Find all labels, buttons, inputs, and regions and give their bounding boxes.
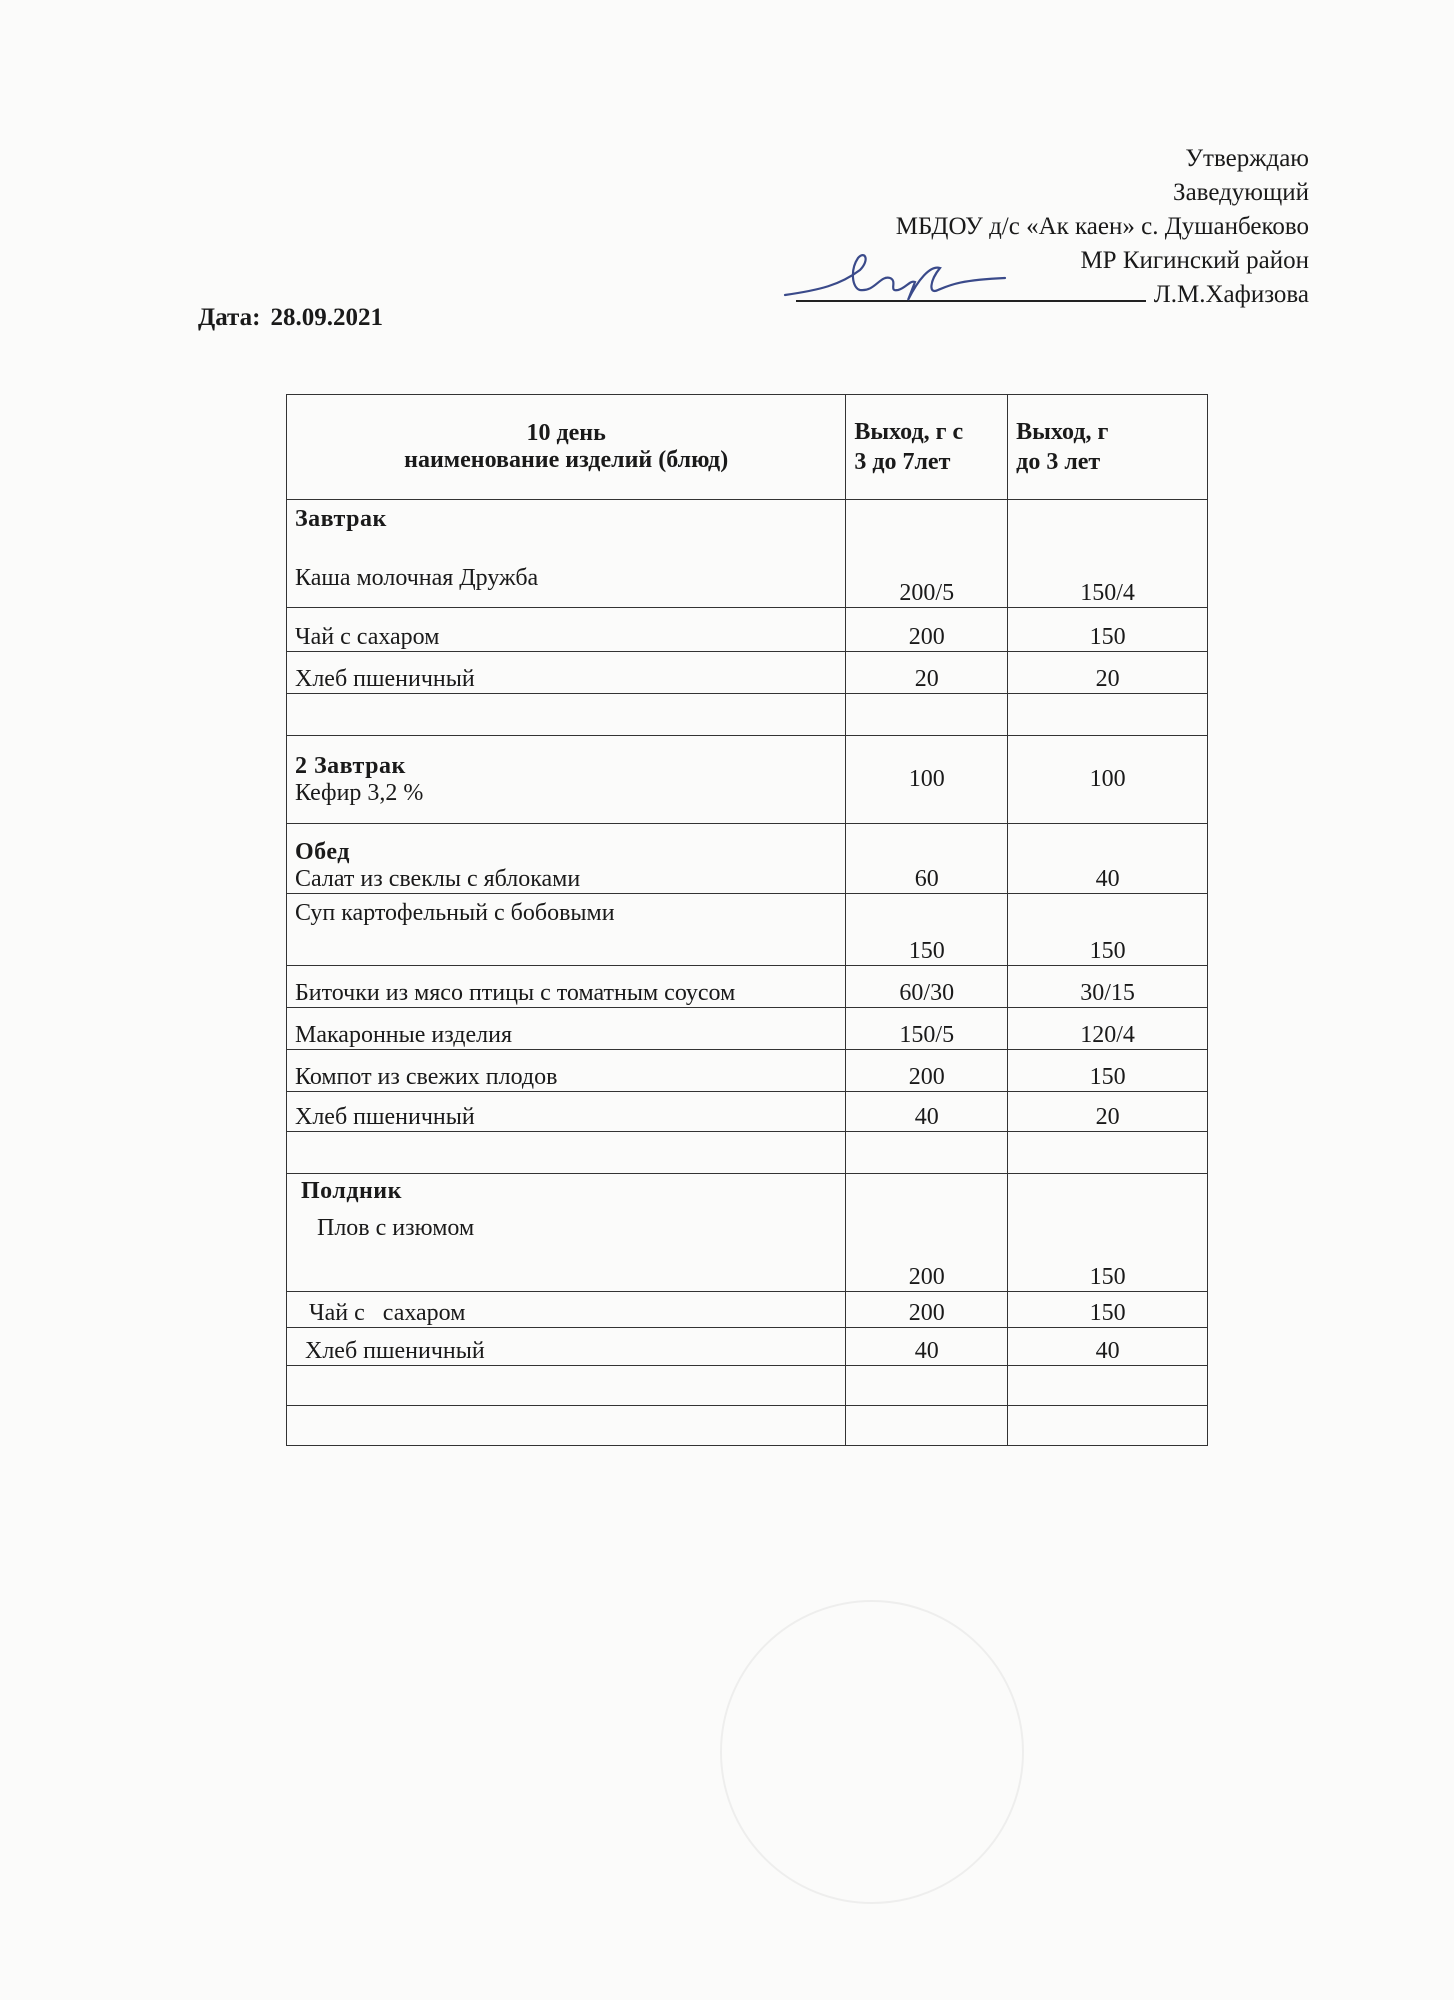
table-row-empty <box>287 1366 1208 1406</box>
handwritten-signature <box>780 240 1010 310</box>
dish-name: Компот из свежих плодов <box>287 1050 846 1092</box>
header-name-column <box>287 395 846 500</box>
output-under-3: 120/4 <box>1008 1008 1208 1050</box>
output-3-7: 40 <box>846 1092 1008 1132</box>
table-row <box>287 966 1208 1008</box>
table-row <box>287 1292 1208 1328</box>
table-row-empty <box>287 1406 1208 1446</box>
table-row <box>287 1050 1208 1092</box>
output-3-7: 100 <box>846 736 1008 824</box>
dish-name: Макаронные изделия <box>287 1008 846 1050</box>
output-under-3: 100 <box>1008 736 1208 824</box>
dish-name: Салат из свеклы с яблоками <box>295 866 581 892</box>
meal-title-lunch: Обед <box>295 839 350 865</box>
output-under-3: 20 <box>1008 1092 1208 1132</box>
output-3-7: 150 <box>846 894 1008 966</box>
output-under-3: 150/4 <box>1008 500 1208 608</box>
table-row <box>287 608 1208 652</box>
dish-name: Хлеб пшеничный <box>287 652 846 694</box>
output-under-3: 20 <box>1008 652 1208 694</box>
approval-title: Утверждаю <box>1185 145 1309 172</box>
output-under-3: 150 <box>1008 1292 1208 1328</box>
dish-name: Хлеб пшеничный <box>287 1328 846 1366</box>
document-date <box>198 304 393 332</box>
output-under-3: 150 <box>1008 608 1208 652</box>
dish-name: Кефир 3,2 % <box>295 779 424 806</box>
menu-table <box>286 394 1208 1446</box>
output-under-3: 40 <box>1008 824 1208 894</box>
output-3-7: 200/5 <box>846 500 1008 608</box>
table-row <box>287 652 1208 694</box>
dish-name: Хлеб пшеничный <box>287 1092 846 1132</box>
dish-name: Чай с сахаром <box>287 1292 846 1328</box>
approval-signatory: Л.М.Хафизова <box>1153 281 1309 308</box>
output-3-7: 40 <box>846 1328 1008 1366</box>
header-day: 10 день <box>526 420 606 446</box>
table-row <box>287 1174 1208 1292</box>
output-3-7: 200 <box>846 608 1008 652</box>
dish-name: Чай с сахаром <box>287 608 846 652</box>
output-3-7: 150/5 <box>846 1008 1008 1050</box>
date-label: Дата: <box>198 304 261 331</box>
header-output-under-3-line1: Выход, г <box>1016 419 1109 445</box>
table-row <box>287 1092 1208 1132</box>
meal-title-afternoon-snack: Полдник <box>301 1178 402 1204</box>
table-row-empty <box>287 1132 1208 1174</box>
approval-position: Заведующий <box>1173 179 1309 206</box>
dish-name: Каша молочная Дружба <box>295 565 539 591</box>
table-header-row <box>287 395 1208 500</box>
table-row <box>287 1328 1208 1366</box>
header-output-under-3-line2: до 3 лет <box>1016 449 1101 475</box>
output-3-7: 200 <box>846 1292 1008 1328</box>
approval-organization: МБДОУ д/с «Ак каен» с. Душанбеково <box>895 213 1309 240</box>
output-under-3: 150 <box>1008 1174 1208 1292</box>
dish-name: Биточки из мясо птицы с томатным соусом <box>287 966 846 1008</box>
output-under-3: 30/15 <box>1008 966 1208 1008</box>
dish-name: Плов с изюмом <box>317 1215 475 1241</box>
header-output-3-7 <box>846 395 1008 500</box>
date-value: 28.09.2021 <box>270 304 383 331</box>
output-3-7: 20 <box>846 652 1008 694</box>
output-3-7: 60/30 <box>846 966 1008 1008</box>
header-output-under-3 <box>1008 395 1208 500</box>
table-row <box>287 500 1208 608</box>
table-row-empty <box>287 694 1208 736</box>
meal-title-breakfast: Завтрак <box>295 506 387 532</box>
table-row <box>287 894 1208 966</box>
header-name-label: наименование изделий (блюд) <box>404 447 729 473</box>
output-under-3: 40 <box>1008 1328 1208 1366</box>
dish-name: Суп картофельный с бобовыми <box>287 894 846 966</box>
table-row <box>287 736 1208 824</box>
approval-district: МР Кигинский район <box>1080 247 1309 274</box>
output-3-7: 60 <box>846 824 1008 894</box>
header-output-3-7-line2: 3 до 7лет <box>854 449 951 475</box>
meal-title-second-breakfast: 2 Завтрак <box>295 752 406 779</box>
output-3-7: 200 <box>846 1050 1008 1092</box>
table-row <box>287 824 1208 894</box>
output-under-3: 150 <box>1008 894 1208 966</box>
table-row <box>287 1008 1208 1050</box>
header-output-3-7-line1: Выход, г с <box>854 419 964 445</box>
output-under-3: 150 <box>1008 1050 1208 1092</box>
faint-stamp-imprint <box>720 1600 1024 1904</box>
output-3-7: 200 <box>846 1174 1008 1292</box>
